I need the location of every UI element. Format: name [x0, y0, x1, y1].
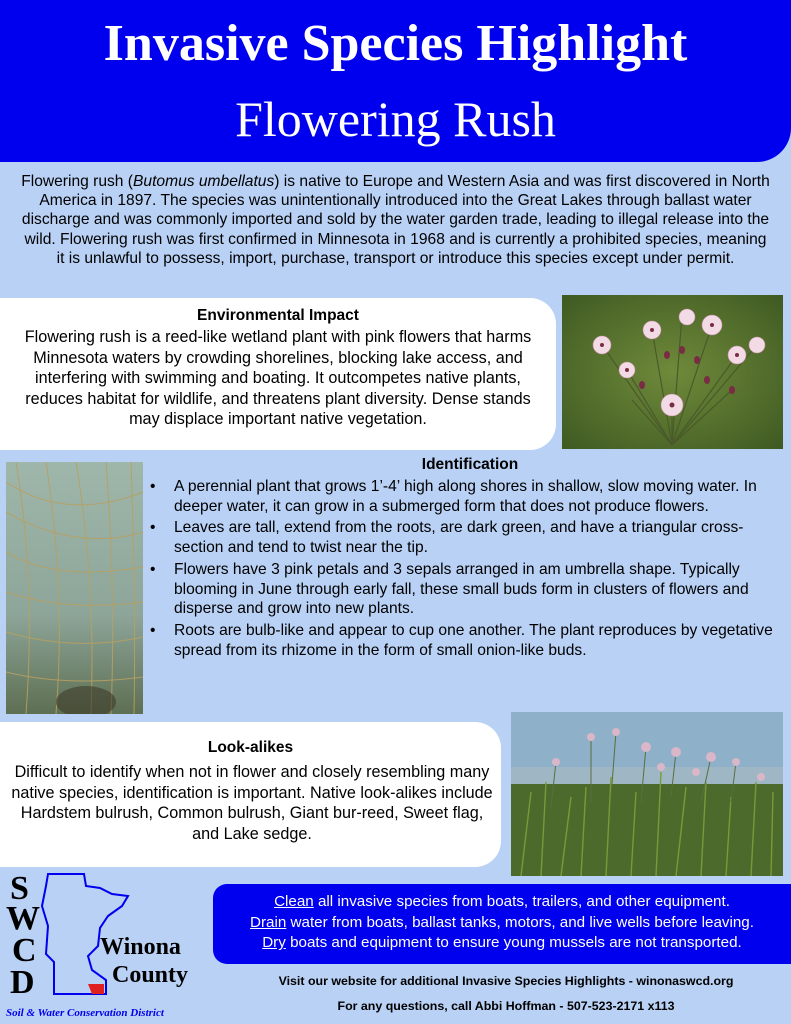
contact-note: For any questions, call Abbi Hoffman - 507-523-2171 x113 [337, 999, 675, 1013]
list-item: • A perennial plant that grows 1’-4’ high along shores in shallow, slow moving water. In deeper water, it can grow in a submerged form that does not produce flowers. [150, 478, 757, 515]
logo-county: County [112, 962, 189, 988]
flower-photo [562, 295, 783, 449]
bullet: • [150, 519, 156, 537]
logo-winona: Winona [100, 934, 181, 960]
list-item: • Roots are bulb-like and appear to cup one another. The plant reproduces by vegetative spread from its rhizome in the form of small onion-like buds. [150, 621, 773, 659]
logo-letter-s: S [10, 870, 29, 907]
clean-drain-dry-panel [213, 884, 791, 964]
identification-list [150, 477, 782, 662]
submerged-rush-photo [6, 462, 143, 714]
bullet: • [150, 478, 156, 495]
website-note: Visit our website for additional Invasive Species Highlights - winonaswcd.org [278, 974, 734, 988]
look-alikes-text: Difficult to identify when not in flower and closely resembling many native species, identification is important. Native look-alikes include Hardstem bulrush, Common bulrush, Giant bur-reed, Sweet flag, and Lake sedge. [11, 763, 493, 843]
species-name: Flowering Rush [235, 91, 556, 147]
look-alikes-heading: Look-alikes [207, 739, 294, 756]
environmental-impact-heading: Environmental Impact [197, 307, 359, 324]
list-item: • Flowers have 3 pink petals and 3 sepals arranged in am umbrella shape. Typically blooming in June through early fall, these small buds form in clusters of flowers and disperse and grow into new plants. [150, 560, 749, 618]
environmental-impact-text: Flowering rush is a reed-like wetland plant with pink flowers that harms Minnesota waters by crowding shorelines, blocking lake access, and interfering with swimming and boating. It outcompetes native plants, reduces habitat for wildlife, and threatens plant diversity. Dense stands may displace important native vegetation. [24, 328, 532, 428]
dry-line: Dry boats and equipment to ensure young mussels are not transported. [262, 934, 742, 952]
bullet: • [150, 560, 156, 578]
logo-letter-d: D [10, 964, 35, 1001]
logo-letter-w: W [6, 900, 40, 937]
latin-name: Butomus umbellatus [133, 173, 275, 190]
logo-letter-c: C [12, 932, 37, 969]
title-banner [0, 0, 791, 162]
swcd-logo [0, 866, 215, 1024]
page-title: Invasive Species Highlight [103, 15, 688, 72]
bullet: • [150, 621, 156, 639]
drain-line: Drain water from boats, ballast tanks, motors, and live wells before leaving. [250, 913, 754, 931]
intro-paragraph: Flowering rush (Butomus umbellatus) is native to Europe and Western Asia and was first discovered in North America in 1897. The species was unintentionally introduced into the Great Lakes through ballast water discharge and was commonly imported and sold by the water garden trade, leading to illegal release into the wild. Flowering rush was first confirmed in Minnesota in 1968 and is currently a prohibited species, meaning it is unlawful to possess, import, purchase, transport or introduce this species except under permit. [21, 173, 770, 267]
clean-line: Clean all invasive species from boats, trailers, and other equipment. [274, 893, 730, 910]
logo-subtitle: Soil & Water Conservation District [6, 1007, 164, 1019]
shoreline-rush-photo [511, 712, 783, 876]
identification-heading: Identification [421, 456, 519, 473]
list-item: • Leaves are tall, extend from the roots, are dark green, and have a triangular cross-section and tend to twist near the tip. [150, 519, 744, 557]
